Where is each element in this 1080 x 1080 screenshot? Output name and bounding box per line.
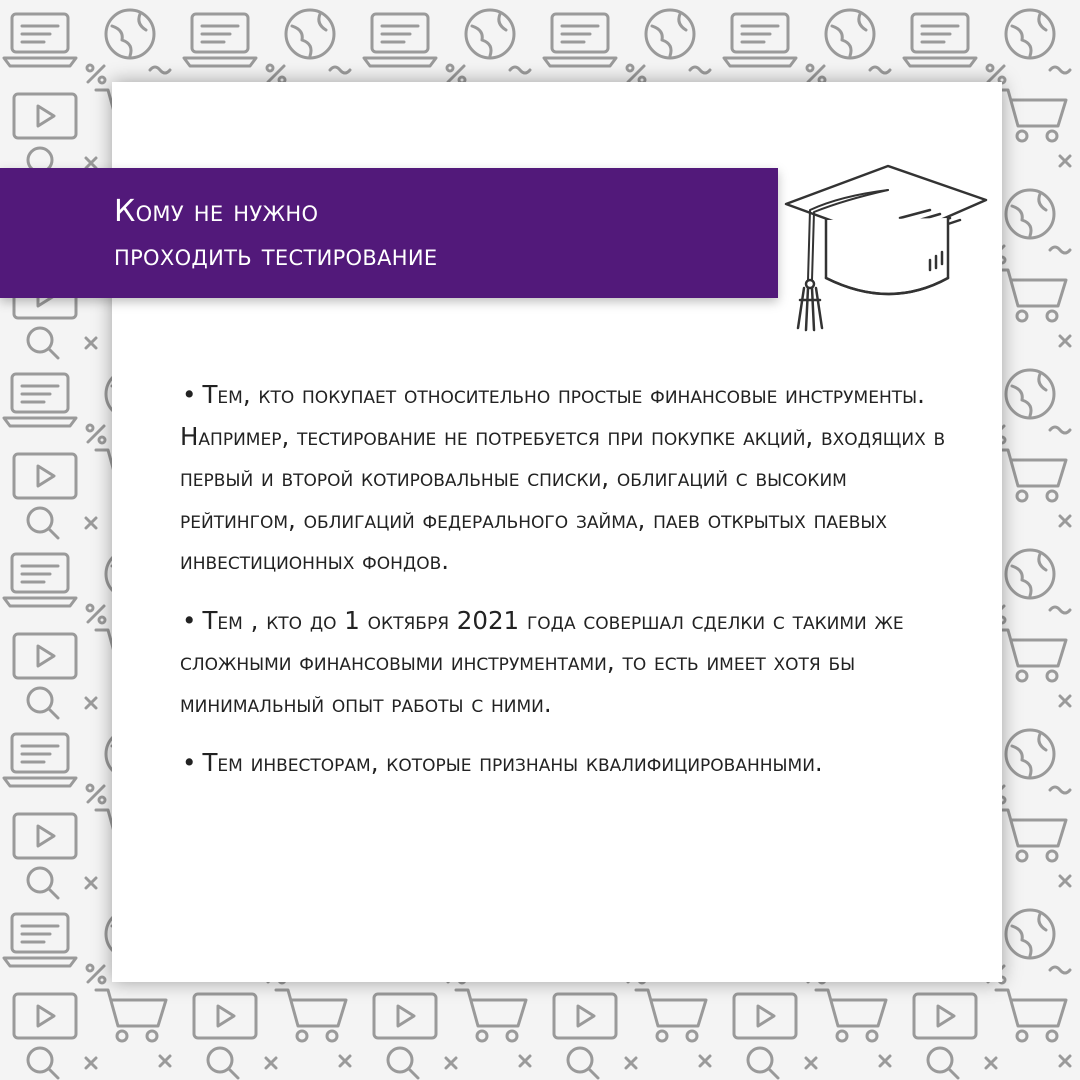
list-item-text: Тем, кто покупает относительно простые финансовые инструменты. Например, тестирование не потребуется при покупке акций, входящих в первый и второй котировальные списки, облигаций с высоким рейтингом, облигаций федерального займа, паев открытых паевых инвестиционных фондов.: [180, 380, 946, 575]
content-list: [180, 374, 970, 802]
bullet-icon: •: [182, 380, 197, 409]
page-title-line-1: Кому не нужно: [114, 194, 319, 229]
graduation-cap-icon: [780, 160, 990, 340]
list-item: [180, 600, 970, 725]
list-item-text: Тем инвесторам, которые признаны квалифицированными.: [202, 748, 823, 777]
list-item: [180, 374, 970, 582]
list-item-text: Тем , кто до 1 октября 2021 года совершал сделки с такими же сложными финансовыми инструментами, то есть имеет хотя бы минимальный опыт работы с ними.: [180, 605, 904, 718]
page-title: [114, 190, 754, 278]
list-item: [180, 742, 970, 784]
bullet-icon: •: [182, 605, 197, 635]
page-title-line-2: проходить тестирование: [114, 238, 438, 273]
bullet-icon: •: [182, 748, 197, 777]
